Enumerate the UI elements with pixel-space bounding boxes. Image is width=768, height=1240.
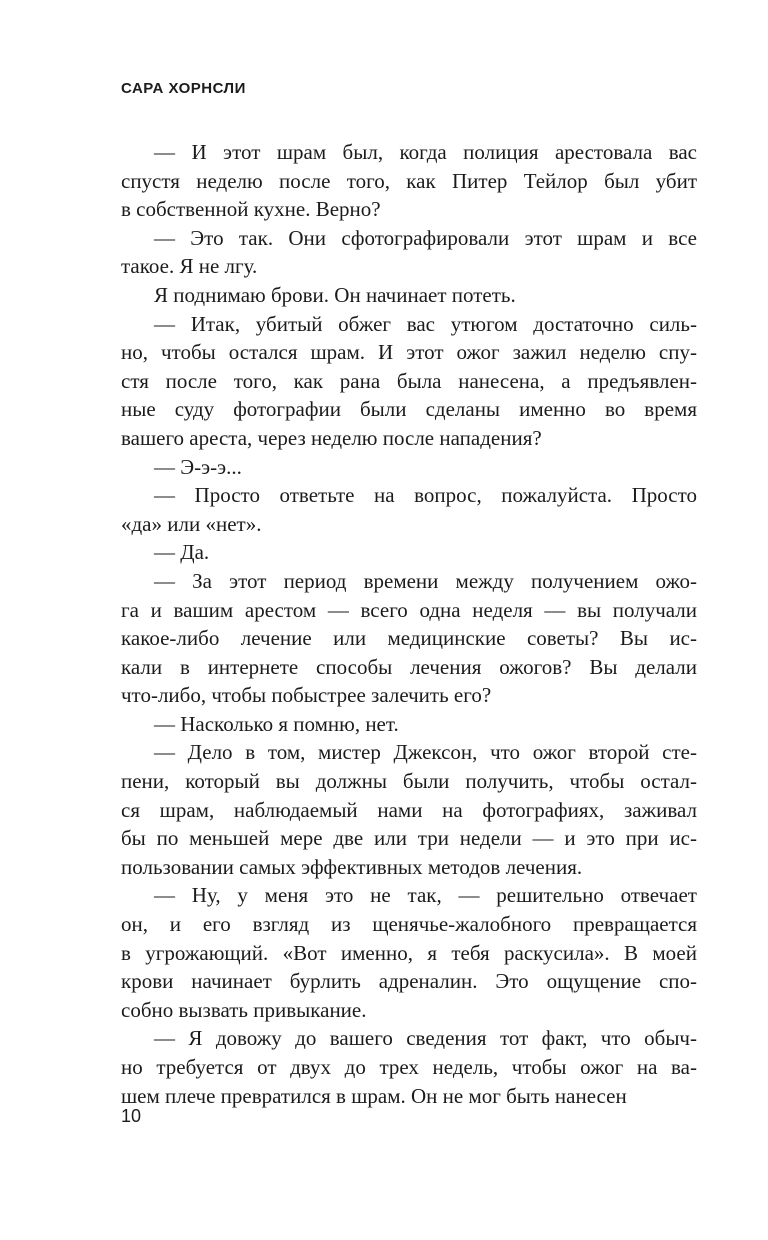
text-line: шем плече превратился в шрам. Он не мог быть нанесен [121,1083,627,1108]
text-line: — Ну, у меня это не так, — решительно отвечает [154,883,697,908]
text-line: «да» или «нет». [121,511,262,536]
page-number: 10 [121,1106,142,1126]
text-line: в собственной кухне. Верно? [121,197,381,222]
paragraph [121,481,697,538]
paragraph [121,567,697,710]
text-line: ные суду фотографии были сделаны именно во время [121,397,697,422]
text-line: — Это так. Они сфотографировали этот шрам и все [154,225,697,250]
text-line: стя после того, как рана была нанесена, а предъявлен- [121,368,697,393]
text-line: спустя неделю после того, как Питер Тейлор был убит [121,168,697,193]
text-line: какое-либо лечение или медицинские советы? Вы ис- [121,626,697,651]
text-line: что-либо, чтобы побыстрее залечить его? [121,683,492,708]
text-line: — Э-э-э... [154,454,242,479]
paragraph [121,138,697,224]
text-line: он, и его взгляд из щенячье-жалобного превращается [121,912,697,937]
text-line: — Итак, убитый обжег вас утюгом достаточно силь- [154,311,697,336]
text-line: кали в интернете способы лечения ожогов? Вы делали [121,654,697,679]
paragraph [121,881,697,1024]
text-line: — Просто ответьте на вопрос, пожалуйста. Просто [154,483,697,508]
running-header: САРА ХОРНСЛИ [121,80,246,97]
paragraph [121,224,697,281]
body-text [121,138,697,1110]
paragraph [121,310,697,453]
text-line: — И этот шрам был, когда полиция арестовала вас [154,140,697,164]
text-line: крови начинает бурлить адреналин. Это ощущение спо- [121,969,697,994]
text-line: — Да. [154,540,210,565]
text-line: ся шрам, наблюдаемый нами на фотографиях, заживал [121,797,697,822]
text-line: такое. Я не лгу. [121,254,258,279]
paragraph [121,738,697,881]
text-line: вашего ареста, через неделю после нападения? [121,425,542,450]
text-line: но, чтобы остался шрам. И этот ожог зажил неделю спу- [121,340,697,365]
text-line: га и вашим арестом — всего одна неделя — вы получали [121,597,697,622]
text-line: но требуется от двух до трех недель, чтобы ожог на ва- [121,1055,697,1079]
text-line: Я поднимаю брови. Он начинает потеть. [154,282,516,307]
paragraph [121,538,697,567]
paragraph [121,281,697,310]
text-line: бы по меньшей мере две или три недели — и это при ис- [121,826,697,851]
text-line: — Насколько я помню, нет. [154,711,399,736]
text-line: пользовании самых эффективных методов лечения. [121,854,583,879]
text-line: — Дело в том, мистер Джексон, что ожог второй сте- [154,740,697,765]
text-line: — За этот период времени между получением ожо- [154,568,697,593]
text-line: в угрожающий. «Вот именно, я тебя раскусила». В моей [121,940,697,965]
text-line: собно вызвать привыкание. [121,997,367,1022]
paragraph [121,1024,697,1110]
text-line: пени, который вы должны были получить, чтобы остал- [121,769,697,794]
text-line: — Я довожу до вашего сведения тот факт, что обыч- [154,1026,697,1051]
paragraph [121,710,697,739]
paragraph [121,453,697,482]
